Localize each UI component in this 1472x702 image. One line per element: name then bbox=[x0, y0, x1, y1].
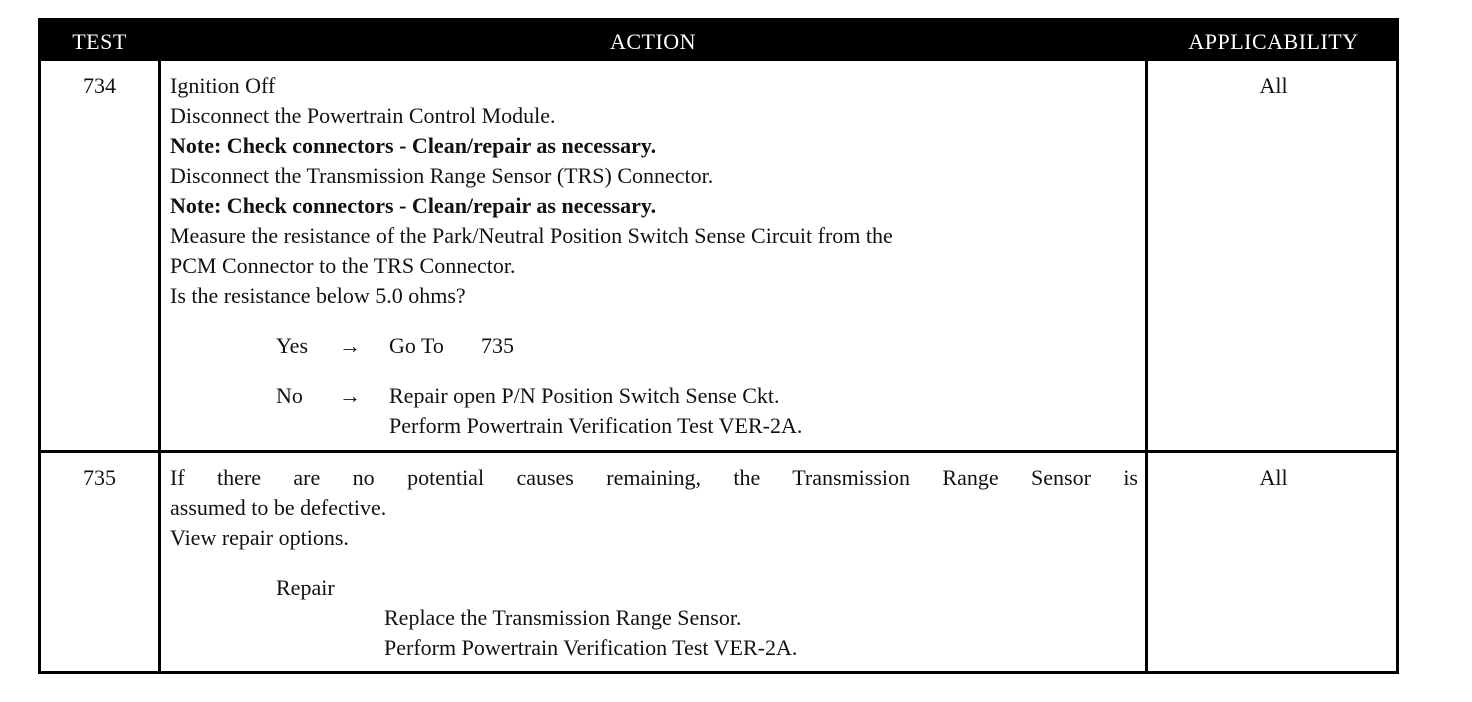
no-action-line: Repair open P/N Position Switch Sense Ckt. bbox=[389, 383, 780, 408]
note-line: Note: Check connectors - Clean/repair as necessary. bbox=[170, 193, 657, 218]
row-divider bbox=[41, 450, 1396, 453]
action-line: View repair options. bbox=[170, 525, 349, 550]
no-action-line: Perform Powertrain Verification Test VER-2A. bbox=[389, 413, 803, 438]
applicability-value: All bbox=[1259, 73, 1288, 98]
repair-line: Perform Powertrain Verification Test VER-2A. bbox=[384, 635, 798, 660]
applicability-value: All bbox=[1259, 465, 1288, 490]
header-test: TEST bbox=[72, 29, 127, 54]
question-line: Is the resistance below 5.0 ohms? bbox=[170, 283, 466, 308]
test-number: 735 bbox=[83, 465, 116, 490]
yes-label: Yes bbox=[276, 333, 309, 358]
table-header bbox=[41, 21, 1396, 61]
test-number: 734 bbox=[83, 73, 116, 98]
header-action: ACTION bbox=[609, 29, 697, 54]
action-line: Measure the resistance of the Park/Neutral Position Switch Sense Circuit from the bbox=[170, 223, 893, 248]
action-line: Disconnect the Powertrain Control Module. bbox=[170, 103, 556, 128]
arrow-icon: → bbox=[339, 333, 361, 358]
repair-line: Replace the Transmission Range Sensor. bbox=[384, 605, 742, 630]
arrow-icon: → bbox=[339, 383, 361, 408]
yes-action: Go To bbox=[389, 333, 444, 358]
action-line: If there are no potential causes remaining, the Transmission Range Sensor is bbox=[170, 465, 1138, 490]
action-line: Ignition Off bbox=[170, 73, 276, 98]
action-line: PCM Connector to the TRS Connector. bbox=[170, 253, 516, 278]
yes-target: 735 bbox=[481, 333, 514, 358]
diagnostic-table bbox=[38, 18, 1399, 674]
action-line: Disconnect the Transmission Range Sensor (TRS) Connector. bbox=[170, 163, 714, 188]
column-divider-2 bbox=[1145, 21, 1148, 671]
header-applicability: APPLICABILITY bbox=[1188, 29, 1359, 54]
no-label: No bbox=[276, 383, 303, 408]
note-line: Note: Check connectors - Clean/repair as necessary. bbox=[170, 133, 657, 158]
column-divider-1 bbox=[158, 21, 161, 671]
action-line: assumed to be defective. bbox=[170, 495, 387, 520]
repair-label: Repair bbox=[276, 575, 335, 600]
